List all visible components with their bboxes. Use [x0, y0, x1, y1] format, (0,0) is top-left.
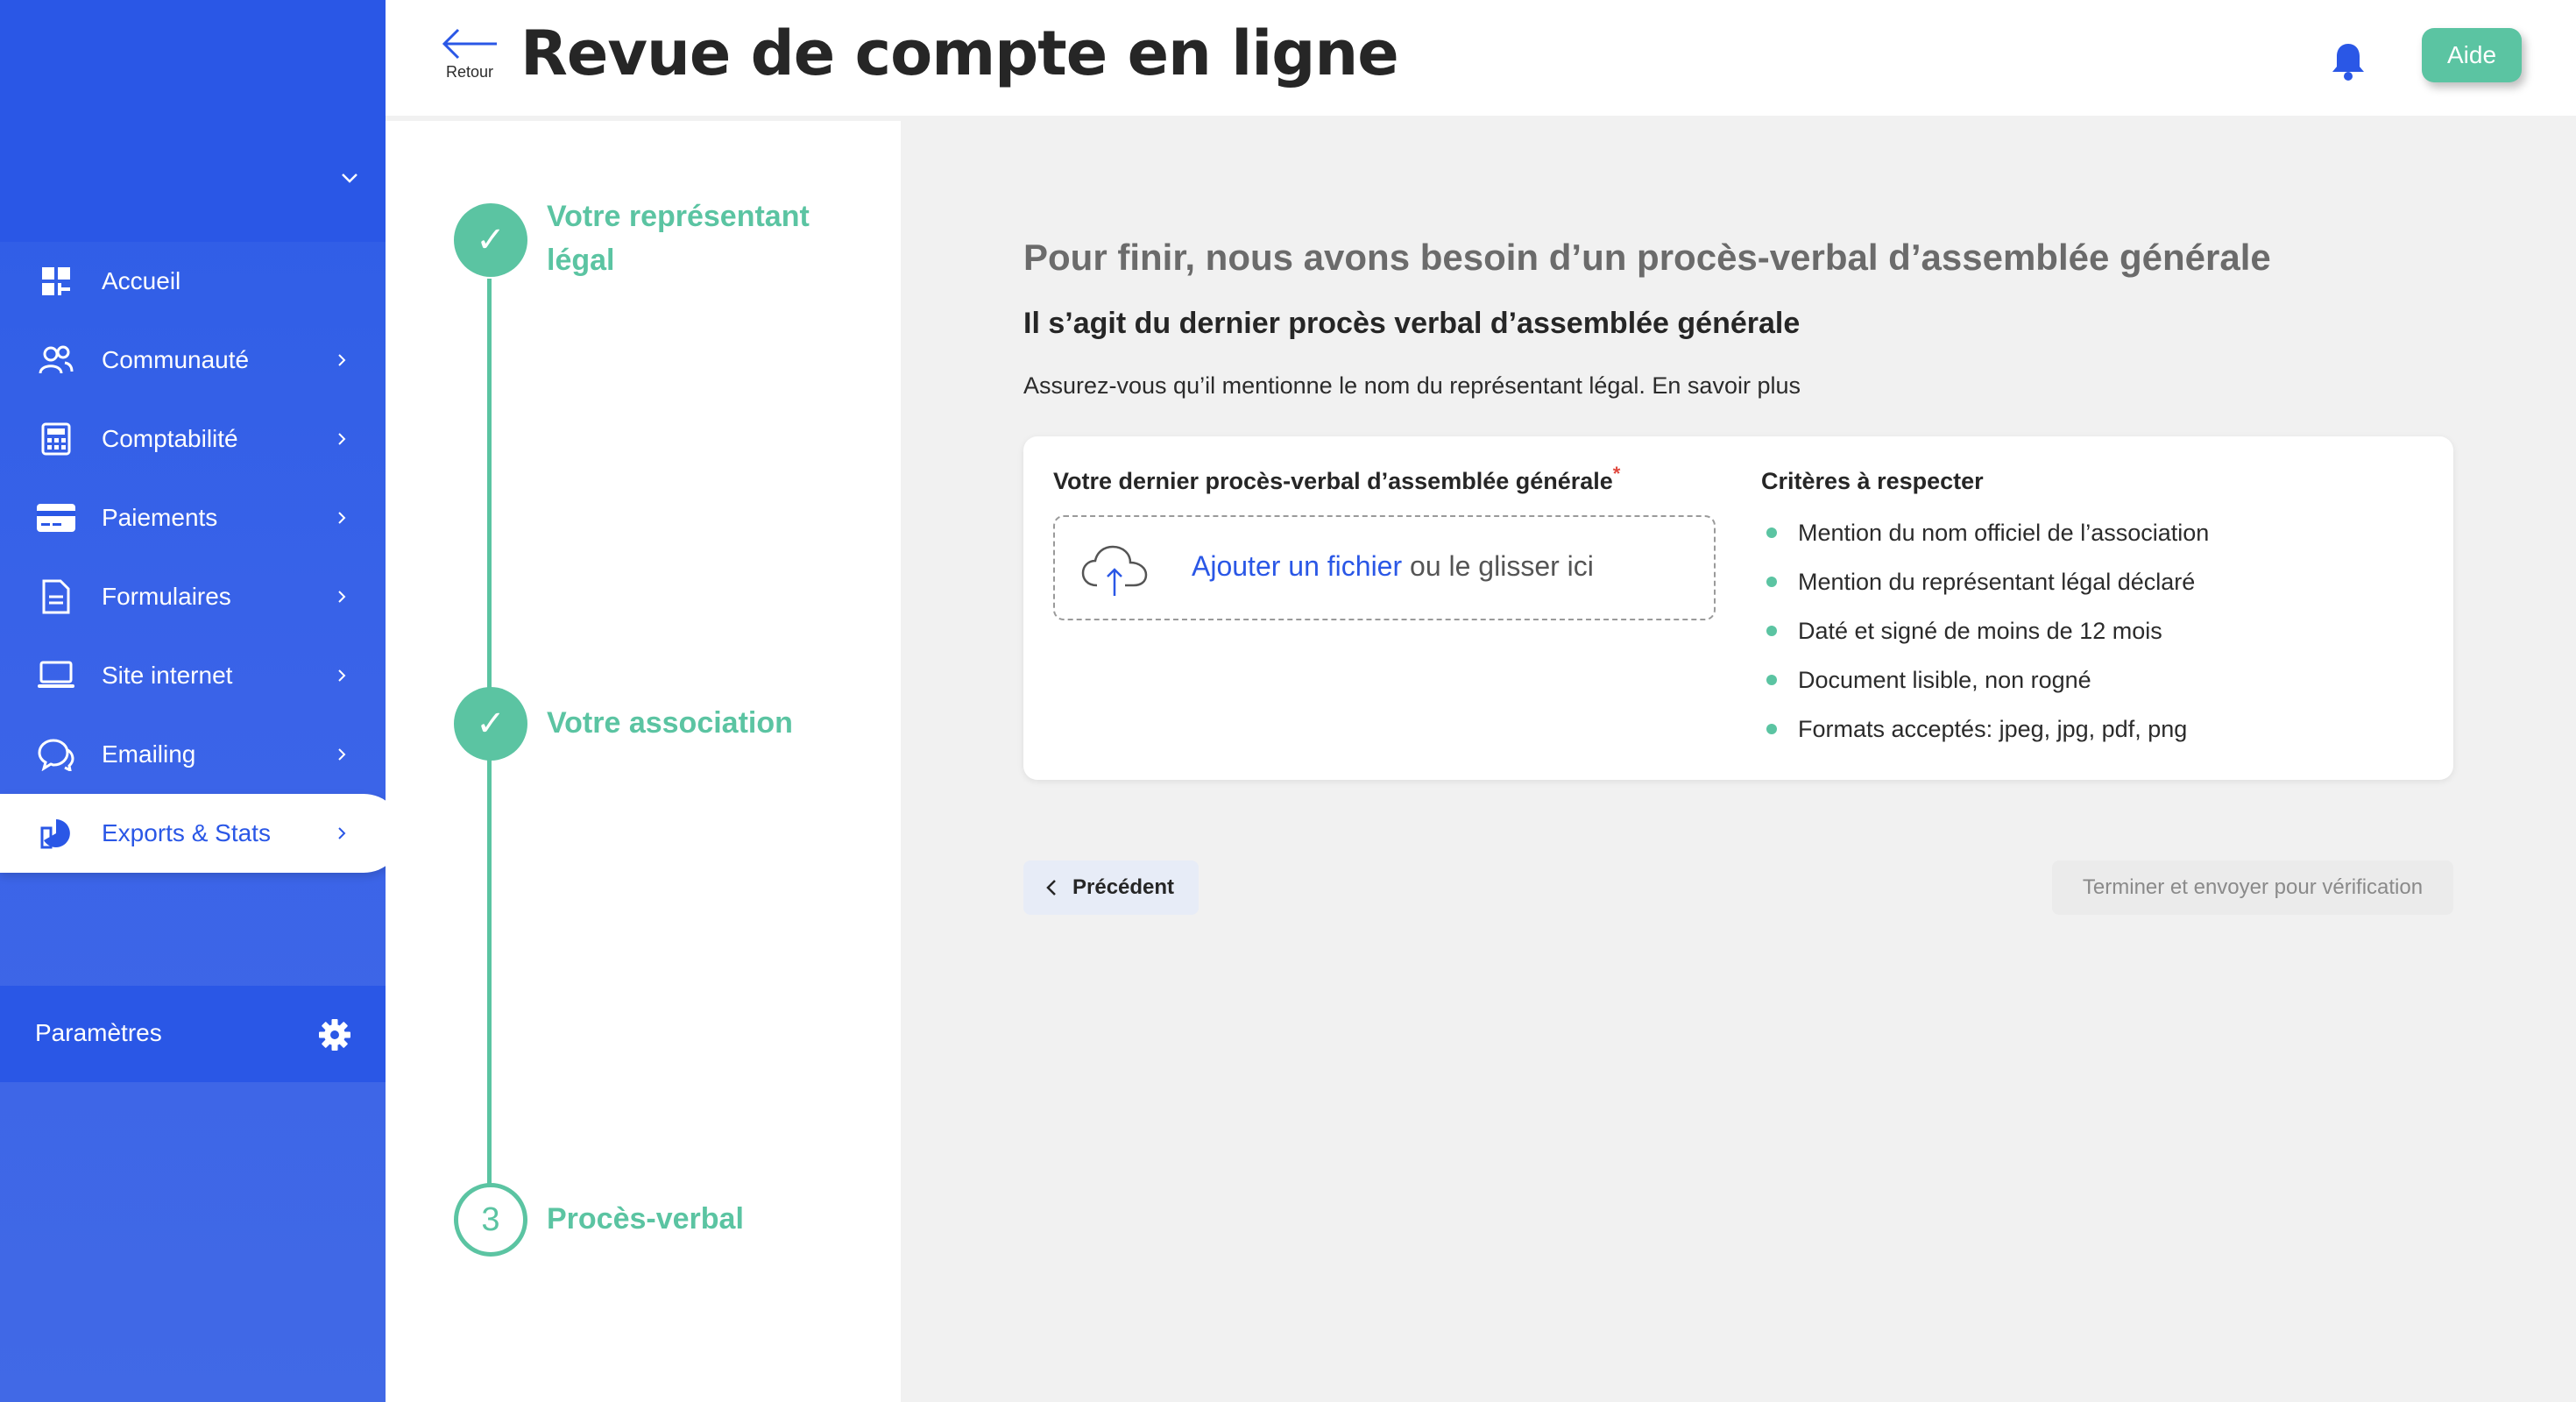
users-icon — [35, 339, 77, 381]
sidebar-item-paiements[interactable] — [0, 478, 386, 557]
step-label-association: Votre association — [547, 706, 793, 740]
criteria-item: Daté et signé de moins de 12 mois — [1761, 613, 2209, 662]
sidebar-item-label: Paiements — [102, 504, 218, 531]
sidebar-item-formulaires[interactable] — [0, 557, 386, 636]
sidebar-item-label: Comptabilité — [102, 425, 238, 452]
dashboard-icon — [35, 260, 77, 302]
step-connector — [487, 762, 492, 1227]
sidebar-item-emailing[interactable] — [0, 715, 386, 794]
sidebar-item-label: Site internet — [102, 662, 233, 689]
sidebar-item-communaute[interactable] — [0, 321, 386, 400]
previous-label: Précédent — [1072, 875, 1175, 899]
page-header — [386, 0, 2576, 116]
sidebar-item-label: Communauté — [102, 346, 250, 373]
bell-icon[interactable] — [2329, 40, 2367, 82]
sidebar-item-comptabilite[interactable] — [0, 400, 386, 478]
sidebar-item-label: Accueil — [102, 267, 181, 294]
step-label-representant: Votre représentant légal — [547, 200, 810, 277]
sidebar-item-label: Formulaires — [102, 583, 231, 610]
file-dropzone[interactable] — [1053, 515, 1716, 620]
chevron-right-icon — [333, 430, 350, 448]
sidebar-item-exports-stats[interactable] — [0, 794, 403, 873]
main-content — [1023, 237, 2453, 742]
chat-icon — [35, 733, 77, 775]
finish-button[interactable]: Terminer et envoyer pour vérification — [2052, 860, 2453, 915]
step-current-number: 3 — [454, 1183, 527, 1257]
settings-link[interactable] — [0, 986, 386, 1082]
previous-button[interactable] — [1023, 860, 1199, 915]
cloud-upload-icon — [1079, 542, 1150, 599]
criteria-title: Critères à respecter — [1761, 468, 1984, 494]
chevron-down-icon[interactable] — [338, 166, 361, 189]
gear-icon — [317, 1017, 352, 1052]
criteria-item: Mention du représentant légal déclaré — [1761, 564, 2209, 613]
chevron-right-icon — [333, 746, 350, 763]
chevron-left-icon — [1044, 878, 1058, 897]
sidebar — [0, 0, 386, 1402]
dropzone-rest-text: ou le glisser ici — [1402, 550, 1594, 582]
sidebar-nav — [0, 242, 386, 873]
chevron-right-icon — [333, 509, 350, 527]
section-title: Pour finir, nous avons besoin d’un procès-verbal d’assemblée générale — [1023, 237, 2271, 278]
chart-pie-icon — [35, 812, 77, 854]
required-mark: * — [1612, 463, 1621, 485]
criteria-list — [1761, 515, 2209, 761]
stepper — [386, 121, 901, 1402]
criteria-item: Mention du nom officiel de l’association — [1761, 515, 2209, 564]
sidebar-item-label: Exports & Stats — [102, 819, 271, 846]
settings-label: Paramètres — [35, 1019, 162, 1046]
sidebar-item-label: Emailing — [102, 740, 196, 768]
sidebar-item-site-internet[interactable] — [0, 636, 386, 715]
back-button[interactable] — [435, 26, 505, 96]
criteria-item: Document lisible, non rogné — [1761, 662, 2209, 712]
calculator-icon — [35, 418, 77, 460]
credit-card-icon — [35, 497, 77, 539]
upload-label — [1053, 463, 1621, 495]
laptop-icon — [35, 655, 77, 697]
section-description: Assurez-vous qu’il mentionne le nom du représentant légal. En savoir plus — [1023, 372, 1801, 399]
step-done-icon: ✓ — [454, 687, 527, 761]
chevron-right-icon — [333, 588, 350, 605]
chevron-right-icon — [333, 825, 350, 842]
step-done-icon: ✓ — [454, 203, 527, 277]
back-label: Retour — [445, 63, 494, 81]
add-file-link[interactable]: Ajouter un fichier — [1192, 550, 1403, 582]
sidebar-header — [0, 0, 386, 242]
arrow-left-icon — [439, 26, 500, 61]
criteria-item: Formats acceptés: jpeg, jpg, pdf, png — [1761, 712, 2209, 761]
help-button[interactable]: Aide — [2422, 28, 2522, 82]
step-label-proces-verbal: Procès-verbal — [547, 1202, 744, 1236]
chevron-right-icon — [333, 351, 350, 369]
document-icon — [35, 576, 77, 618]
section-subtitle: Il s’agit du dernier procès verbal d’assemblée générale — [1023, 307, 1801, 340]
page-title: Revue de compte en ligne — [520, 18, 1398, 89]
upload-label-text: Votre dernier procès-verbal d’assemblée générale — [1053, 468, 1613, 494]
sidebar-item-accueil[interactable] — [0, 242, 386, 321]
dropzone-text — [1192, 550, 1594, 583]
chevron-right-icon — [333, 667, 350, 684]
upload-card — [1023, 436, 2453, 780]
